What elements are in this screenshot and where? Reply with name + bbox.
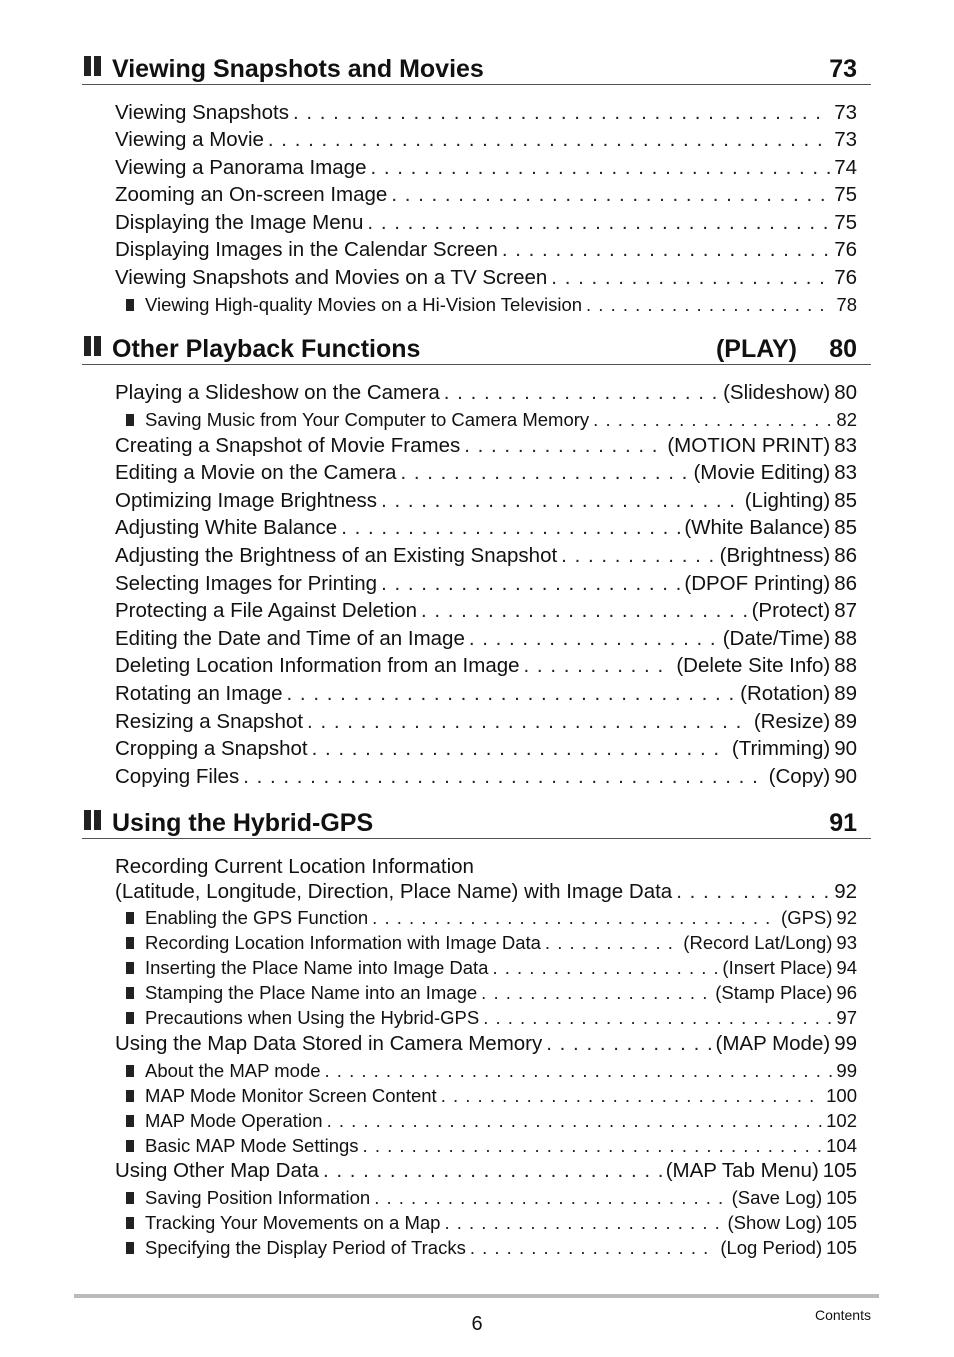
entry-page: 88 <box>834 627 857 650</box>
entry-tag: (Slideshow) <box>723 381 831 404</box>
entry-label: Protecting a File Against Deletion <box>115 599 417 622</box>
entry-page: 73 <box>834 128 857 151</box>
toc-entry[interactable] <box>115 460 857 486</box>
entry-page: 93 <box>836 932 857 953</box>
entry-tag: (Copy) <box>768 765 831 788</box>
bullet-icon <box>126 1192 134 1204</box>
toc-subentry[interactable] <box>126 293 857 317</box>
entry-label: Using Other Map Data <box>115 1159 319 1182</box>
entry-tag: (Show Log) <box>727 1212 823 1233</box>
entry-page: 74 <box>834 156 857 179</box>
toc-entry[interactable] <box>115 265 857 291</box>
entry-label: MAP Mode Monitor Screen Content <box>145 1085 437 1106</box>
entry-label: Adjusting White Balance <box>115 516 338 539</box>
entry-page: 76 <box>834 266 857 289</box>
entry-tag: (Brightness) <box>719 544 831 567</box>
entry-label: Adjusting the Brightness of an Existing Snapshot <box>115 544 558 567</box>
entry-tag: (Rotation) <box>740 682 831 705</box>
entry-page: 78 <box>836 294 857 315</box>
toc-subentry[interactable] <box>126 408 857 432</box>
entry-label: Viewing a Movie <box>115 128 264 151</box>
entry-label: Viewing Snapshots and Movies on a TV Screen <box>115 266 548 289</box>
entry-tag: (Delete Site Info) <box>676 654 831 677</box>
entry-tag: (MAP Mode) <box>715 1032 831 1055</box>
bullet-icon <box>126 1140 134 1152</box>
entry-page: 92 <box>834 880 857 903</box>
entry-page: 105 <box>826 1187 857 1208</box>
toc-entry[interactable] <box>115 1158 857 1184</box>
bullet-icon <box>126 987 134 999</box>
section-title: Other Playback Functions <box>112 335 421 363</box>
entry-page: 83 <box>834 434 857 457</box>
entry-label: Viewing Snapshots <box>115 101 289 124</box>
toc-entry[interactable] <box>115 433 857 459</box>
entry-tag: (Save Log) <box>731 1187 823 1208</box>
entry-page: 105 <box>822 1159 857 1182</box>
entry-label: Stamping the Place Name into an Image <box>145 982 478 1003</box>
toc-entry[interactable] <box>115 736 857 762</box>
entry-tag: (MOTION PRINT) <box>667 434 831 457</box>
footer-label: Contents <box>814 1307 871 1323</box>
entry-page: 90 <box>834 765 857 788</box>
section-marker-icon <box>84 810 104 835</box>
entry-tag: (Movie Editing) <box>693 461 831 484</box>
footer-page-number: 6 <box>471 1313 483 1335</box>
entry-page: 85 <box>834 516 857 539</box>
toc-entry[interactable] <box>115 879 857 905</box>
entry-page: 80 <box>834 381 857 404</box>
entry-tag: (Stamp Place) <box>715 982 833 1003</box>
section-heading <box>82 54 871 85</box>
toc-subentry[interactable] <box>126 1211 857 1235</box>
toc-entry-intro[interactable]: Recording Current Location Information <box>115 855 474 878</box>
section-page: 91 <box>829 809 857 837</box>
toc-subentry[interactable] <box>126 1186 857 1210</box>
entry-label: Selecting Images for Printing <box>115 572 378 595</box>
entry-tag: (Record Lat/Long) <box>683 932 833 953</box>
entry-page: 92 <box>836 907 857 928</box>
entry-page: 99 <box>834 1032 857 1055</box>
entry-tag: (Protect) <box>751 599 831 622</box>
entry-label: Using the Map Data Stored in Camera Memory <box>115 1032 543 1055</box>
entry-tag: (White Balance) <box>684 516 831 539</box>
entry-label: (Latitude, Longitude, Direction, Place Name) with Image Data <box>115 880 673 903</box>
entry-label: Cropping a Snapshot <box>115 737 308 760</box>
bullet-icon <box>126 962 134 974</box>
toc-entry[interactable] <box>115 571 857 597</box>
entry-label: Creating a Snapshot of Movie Frames <box>115 434 461 457</box>
entry-label: Enabling the GPS Function <box>145 907 369 928</box>
toc-subentry[interactable] <box>126 1084 857 1108</box>
entry-label: Viewing High-quality Movies on a Hi-Vision Television <box>145 294 583 315</box>
bullet-icon <box>126 1115 134 1127</box>
entry-page: 100 <box>826 1085 857 1106</box>
entry-label: Specifying the Display Period of Tracks <box>145 1237 466 1258</box>
section-title: Viewing Snapshots and Movies <box>112 55 484 83</box>
entry-page: 96 <box>836 982 857 1003</box>
entry-page: 87 <box>834 599 857 622</box>
bullet-icon <box>126 1242 134 1254</box>
entry-tag: (GPS) <box>781 907 833 928</box>
entry-label: Copying Files <box>115 765 240 788</box>
entry-tag: (DPOF Printing) <box>684 572 831 595</box>
section-heading <box>82 808 871 839</box>
entry-page: 97 <box>836 1007 857 1028</box>
toc-subentry[interactable] <box>126 906 857 930</box>
entry-page: 85 <box>834 489 857 512</box>
section-page: 80 <box>829 335 857 363</box>
entry-page: 105 <box>826 1212 857 1233</box>
toc-entry[interactable] <box>115 653 857 679</box>
section-title: Using the Hybrid-GPS <box>112 809 374 837</box>
entry-label: Viewing a Panorama Image <box>115 156 367 179</box>
entry-label: Editing a Movie on the Camera <box>115 461 397 484</box>
entry-label: Precautions when Using the Hybrid-GPS <box>145 1007 480 1028</box>
entry-page: 90 <box>834 737 857 760</box>
toc-subentry[interactable] <box>126 1134 857 1158</box>
bullet-icon <box>126 1217 134 1229</box>
toc-entry[interactable] <box>115 155 857 181</box>
entry-tag: (Lighting) <box>744 489 831 512</box>
entry-tag: (Insert Place) <box>722 957 833 978</box>
entry-page: 86 <box>834 572 857 595</box>
entry-label: Tracking Your Movements on a Map <box>145 1212 441 1233</box>
toc-entry[interactable] <box>115 764 857 790</box>
entry-label: Basic MAP Mode Settings <box>145 1135 359 1156</box>
toc-subentry[interactable] <box>126 1236 857 1260</box>
toc-entry[interactable] <box>115 380 857 406</box>
entry-page: 99 <box>836 1060 857 1081</box>
entry-page: 83 <box>834 461 857 484</box>
entry-label: Saving Position Information <box>145 1187 371 1208</box>
toc-entry[interactable] <box>115 100 857 126</box>
entry-page: 82 <box>836 409 857 430</box>
entry-label: Saving Music from Your Computer to Camera Memory <box>145 409 590 430</box>
bullet-icon <box>126 414 134 426</box>
entry-label: Editing the Date and Time of an Image <box>115 627 465 650</box>
entry-page: 75 <box>834 211 857 234</box>
entry-label: Rotating an Image <box>115 682 283 705</box>
section-heading <box>82 334 871 365</box>
entry-label: Playing a Slideshow on the Camera <box>115 381 440 404</box>
toc-entry[interactable] <box>115 182 857 208</box>
entry-page: 94 <box>836 957 857 978</box>
entry-page: 89 <box>834 710 857 733</box>
toc-entry[interactable] <box>115 210 857 236</box>
footer-divider <box>74 1294 879 1298</box>
toc-entry[interactable] <box>115 1031 857 1057</box>
entry-page: 89 <box>834 682 857 705</box>
toc-subentry[interactable] <box>126 981 857 1005</box>
entry-label: Deleting Location Information from an Image <box>115 654 520 677</box>
toc-subentry[interactable] <box>126 931 857 955</box>
section-marker-icon <box>84 56 104 81</box>
entry-label: Zooming an On-screen Image <box>115 183 388 206</box>
toc-entry[interactable] <box>115 488 857 514</box>
entry-page: 88 <box>834 654 857 677</box>
entry-label: Resizing a Snapshot <box>115 710 304 733</box>
toc-subentry[interactable] <box>126 956 857 980</box>
bullet-icon <box>126 299 134 311</box>
entry-tag: (Trimming) <box>731 737 831 760</box>
entry-label: Displaying the Image Menu <box>115 211 364 234</box>
entry-tag: (Resize) <box>753 710 831 733</box>
toc-entry[interactable] <box>115 709 857 735</box>
entry-page: 73 <box>834 101 857 124</box>
bullet-icon <box>126 1012 134 1024</box>
entry-label: Recording Location Information with Image Data <box>145 932 541 953</box>
toc-subentry[interactable] <box>126 1059 857 1083</box>
entry-page: 105 <box>826 1237 857 1258</box>
entry-page: 76 <box>834 238 857 261</box>
entry-label: Optimizing Image Brightness <box>115 489 378 512</box>
bullet-icon <box>126 1065 134 1077</box>
bullet-icon <box>126 937 134 949</box>
toc-entry[interactable] <box>115 543 857 569</box>
toc-entry[interactable] <box>115 237 857 263</box>
section-page: 73 <box>829 55 857 83</box>
bullet-icon <box>126 1090 134 1102</box>
toc-entry[interactable] <box>115 515 857 541</box>
bullet-icon <box>126 912 134 924</box>
entry-tag: (Date/Time) <box>722 627 831 650</box>
section-marker-icon <box>84 336 104 361</box>
toc-entry[interactable] <box>115 598 857 624</box>
toc-entry[interactable] <box>115 681 857 707</box>
entry-page: 75 <box>834 183 857 206</box>
entry-tag: (Log Period) <box>720 1237 823 1258</box>
toc-subentry[interactable] <box>126 1006 857 1030</box>
entry-page: 102 <box>826 1110 857 1131</box>
entry-page: 104 <box>826 1135 857 1156</box>
entry-label: MAP Mode Operation <box>145 1110 323 1131</box>
toc-entry[interactable] <box>115 626 857 652</box>
toc-entry[interactable] <box>115 127 857 153</box>
toc-subentry[interactable] <box>126 1109 857 1133</box>
entry-label: Displaying Images in the Calendar Screen <box>115 238 498 261</box>
entry-tag: (MAP Tab Menu) <box>665 1159 819 1182</box>
entry-label: About the MAP mode <box>145 1060 321 1081</box>
entry-page: 86 <box>834 544 857 567</box>
section-tag: (PLAY) <box>715 335 797 363</box>
entry-label: Inserting the Place Name into Image Data <box>145 957 489 978</box>
